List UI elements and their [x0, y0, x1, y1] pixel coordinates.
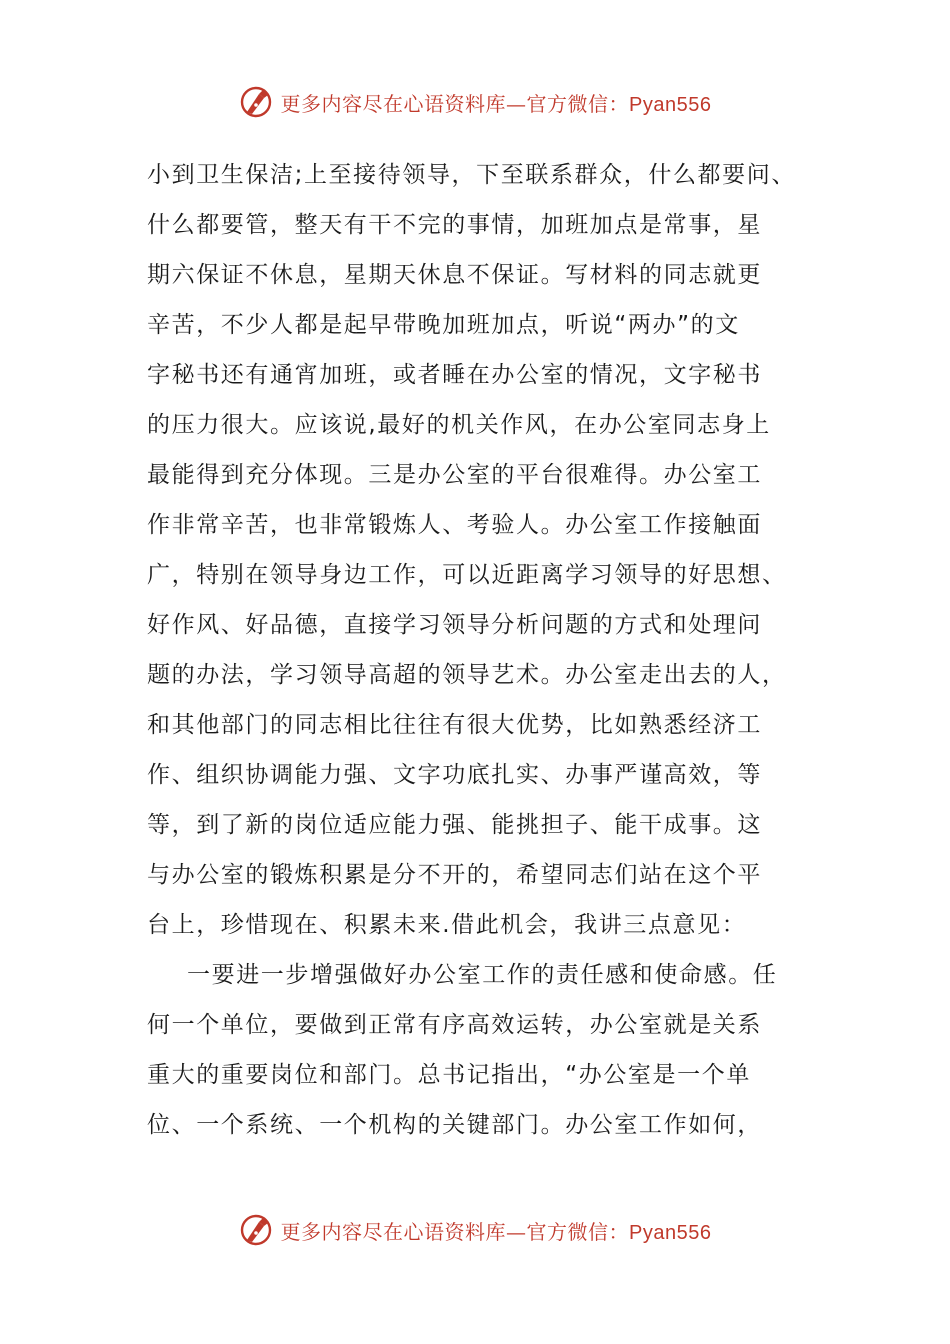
text-line: 好作风、好品德，直接学习领导分析问题的方式和处理问: [147, 612, 762, 638]
text-line: 广，特别在领导身边工作，可以近距离学习领导的好思想、: [147, 562, 787, 588]
pen-nib-circle-icon: [239, 85, 273, 119]
text-line: 的压力很大。应该说,最好的机关作风，在办公室同志身上: [147, 412, 771, 438]
text-line: 什么都要管，整天有干不完的事情，加班加点是常事，星: [147, 212, 762, 238]
text-line: 作非常辛苦，也非常锻炼人、考验人。办公室工作接触面: [147, 512, 762, 538]
text-line: 位、一个系统、一个机构的关键部门。办公室工作如何，: [147, 1112, 762, 1138]
text-line: 和其他部门的同志相比往往有很大优势，比如熟悉经济工: [147, 712, 762, 738]
pen-nib-circle-icon: [239, 1213, 273, 1247]
text-line: 辛苦，不少人都是起早带晚加班加点，听说“两办”的文: [147, 312, 740, 338]
watermark-text: 更多内容尽在心语资料库—官方微信：Pyan556: [280, 1219, 712, 1244]
text-line: 何一个单位，要做到正常有序高效运转，办公室就是关系: [147, 1012, 762, 1038]
watermark-text: 更多内容尽在心语资料库—官方微信：Pyan556: [280, 91, 712, 116]
text-line: 小到卫生保洁;上至接待领导，下至联系群众，什么都要问、: [147, 162, 796, 188]
paragraph-first-line: 一要进一步增强做好办公室工作的责任感和使命感。任: [187, 962, 778, 988]
footer-watermark-banner: [0, 1210, 950, 1250]
text-line: 字秘书还有通宵加班，或者睡在办公室的情况，文字秘书: [147, 362, 762, 388]
text-line: 题的办法，学习领导高超的领导艺术。办公室走出去的人，: [147, 662, 787, 688]
text-line: 作、组织协调能力强、文字功底扎实、办事严谨高效，等: [147, 762, 762, 788]
text-line: 最能得到充分体现。三是办公室的平台很难得。办公室工: [147, 462, 762, 488]
document-body: [147, 150, 827, 1150]
header-watermark-banner: [0, 82, 950, 122]
text-line: 台上，珍惜现在、积累未来.借此机会，我讲三点意见：: [147, 912, 747, 938]
text-line: 重大的重要岗位和部门。总书记指出，“办公室是一个单: [147, 1062, 751, 1088]
text-line: 期六保证不休息，星期天休息不保证。写材料的同志就更: [147, 262, 762, 288]
text-line: 与办公室的锻炼积累是分不开的，希望同志们站在这个平: [147, 862, 762, 888]
text-line: 等，到了新的岗位适应能力强、能挑担子、能干成事。这: [147, 812, 762, 838]
